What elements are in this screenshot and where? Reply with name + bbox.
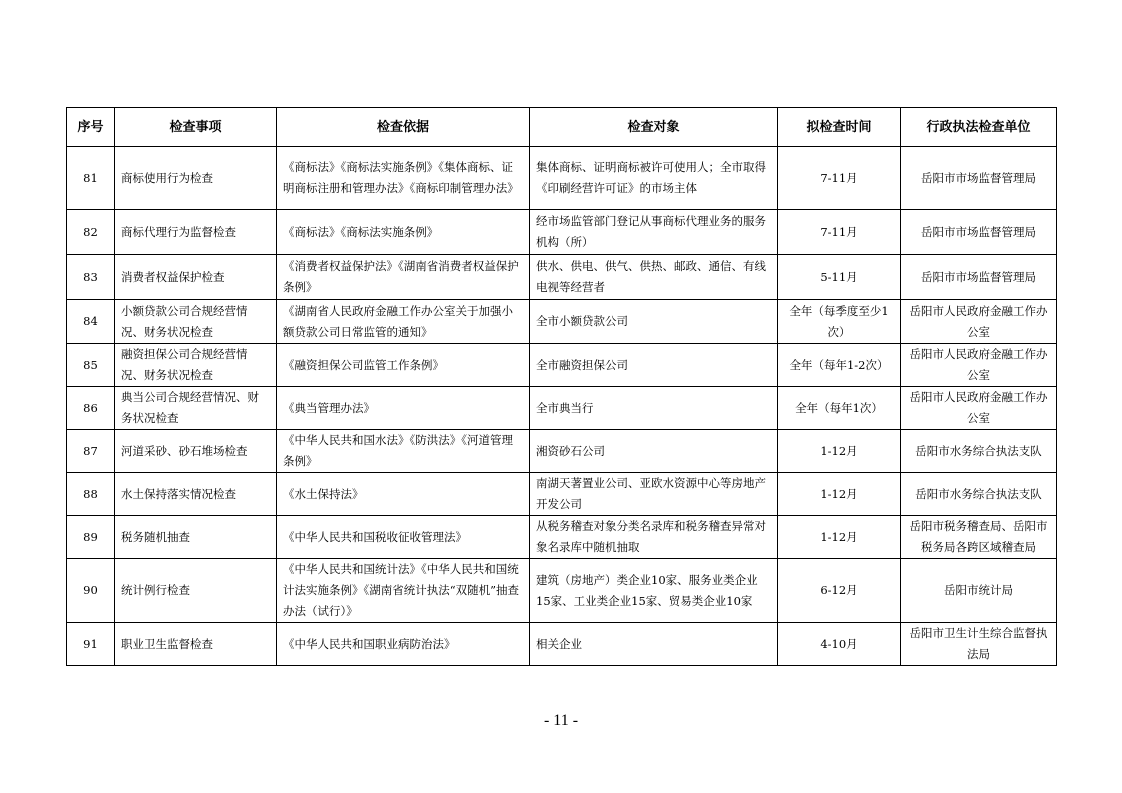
row-item: 商标代理行为监督检查 bbox=[115, 210, 277, 255]
row-basis: 《典当管理办法》 bbox=[277, 387, 530, 430]
row-target: 南湖天著置业公司、亚欧水资源中心等房地产开发公司 bbox=[530, 473, 778, 516]
row-basis: 《融资担保公司监管工作条例》 bbox=[277, 344, 530, 387]
header-basis: 检查依据 bbox=[277, 108, 530, 147]
row-time: 1-12月 bbox=[778, 516, 901, 559]
row-time: 全年（每季度至少1次） bbox=[778, 300, 901, 344]
header-target: 检查对象 bbox=[530, 108, 778, 147]
table-row bbox=[67, 387, 1057, 430]
row-basis: 《中华人民共和国职业病防治法》 bbox=[277, 623, 530, 666]
row-basis: 《湖南省人民政府金融工作办公室关于加强小额贷款公司日常监管的通知》 bbox=[277, 300, 530, 344]
table-row bbox=[67, 473, 1057, 516]
header-item: 检查事项 bbox=[115, 108, 277, 147]
row-time: 1-12月 bbox=[778, 430, 901, 473]
header-no: 序号 bbox=[67, 108, 115, 147]
row-no: 89 bbox=[67, 516, 115, 559]
row-item: 税务随机抽查 bbox=[115, 516, 277, 559]
row-unit: 岳阳市统计局 bbox=[901, 559, 1057, 623]
row-time: 7-11月 bbox=[778, 147, 901, 210]
row-target: 相关企业 bbox=[530, 623, 778, 666]
row-item: 小额贷款公司合规经营情况、财务状况检查 bbox=[115, 300, 277, 344]
row-time: 5-11月 bbox=[778, 255, 901, 300]
row-no: 90 bbox=[67, 559, 115, 623]
row-no: 82 bbox=[67, 210, 115, 255]
row-no: 81 bbox=[67, 147, 115, 210]
row-unit: 岳阳市人民政府金融工作办公室 bbox=[901, 387, 1057, 430]
table-row bbox=[67, 255, 1057, 300]
row-unit: 岳阳市卫生计生综合监督执法局 bbox=[901, 623, 1057, 666]
row-no: 88 bbox=[67, 473, 115, 516]
row-target: 全市小额贷款公司 bbox=[530, 300, 778, 344]
row-item: 商标使用行为检查 bbox=[115, 147, 277, 210]
row-unit: 岳阳市市场监督管理局 bbox=[901, 255, 1057, 300]
table-row bbox=[67, 300, 1057, 344]
row-basis: 《中华人民共和国水法》《防洪法》《河道管理条例》 bbox=[277, 430, 530, 473]
row-no: 83 bbox=[67, 255, 115, 300]
page-number: - 11 - bbox=[543, 712, 579, 729]
row-unit: 岳阳市人民政府金融工作办公室 bbox=[901, 344, 1057, 387]
row-basis: 《商标法》《商标法实施条例》 bbox=[277, 210, 530, 255]
row-target: 从税务稽查对象分类名录库和税务稽查异常对象名录库中随机抽取 bbox=[530, 516, 778, 559]
row-no: 84 bbox=[67, 300, 115, 344]
row-item: 统计例行检查 bbox=[115, 559, 277, 623]
row-target: 供水、供电、供气、供热、邮政、通信、有线电视等经营者 bbox=[530, 255, 778, 300]
row-basis: 《水土保持法》 bbox=[277, 473, 530, 516]
row-item: 融资担保公司合规经营情况、财务状况检查 bbox=[115, 344, 277, 387]
row-item: 河道采砂、砂石堆场检查 bbox=[115, 430, 277, 473]
row-time: 1-12月 bbox=[778, 473, 901, 516]
row-item: 典当公司合规经营情况、财务状况检查 bbox=[115, 387, 277, 430]
row-unit: 岳阳市人民政府金融工作办公室 bbox=[901, 300, 1057, 344]
row-no: 85 bbox=[67, 344, 115, 387]
row-time: 全年（每年1次） bbox=[778, 387, 901, 430]
header-unit: 行政执法检查单位 bbox=[901, 108, 1057, 147]
row-time: 4-10月 bbox=[778, 623, 901, 666]
table-row bbox=[67, 430, 1057, 473]
row-basis: 《消费者权益保护法》《湖南省消费者权益保护条例》 bbox=[277, 255, 530, 300]
inspection-table bbox=[66, 107, 1057, 666]
row-no: 86 bbox=[67, 387, 115, 430]
row-no: 87 bbox=[67, 430, 115, 473]
row-time: 6-12月 bbox=[778, 559, 901, 623]
row-item: 消费者权益保护检查 bbox=[115, 255, 277, 300]
header-time: 拟检查时间 bbox=[778, 108, 901, 147]
table-row bbox=[67, 344, 1057, 387]
row-unit: 岳阳市市场监督管理局 bbox=[901, 210, 1057, 255]
row-unit: 岳阳市水务综合执法支队 bbox=[901, 430, 1057, 473]
row-no: 91 bbox=[67, 623, 115, 666]
row-target: 建筑（房地产）类企业10家、服务业类企业15家、工业类企业15家、贸易类企业10家 bbox=[530, 559, 778, 623]
row-basis: 《商标法》《商标法实施条例》《集体商标、证明商标注册和管理办法》《商标印制管理办法》 bbox=[277, 147, 530, 210]
table-row bbox=[67, 210, 1057, 255]
row-unit: 岳阳市市场监督管理局 bbox=[901, 147, 1057, 210]
row-unit: 岳阳市税务稽查局、岳阳市税务局各跨区域稽查局 bbox=[901, 516, 1057, 559]
row-target: 全市融资担保公司 bbox=[530, 344, 778, 387]
row-basis: 《中华人民共和国税收征收管理法》 bbox=[277, 516, 530, 559]
row-target: 全市典当行 bbox=[530, 387, 778, 430]
row-item: 水土保持落实情况检查 bbox=[115, 473, 277, 516]
table-row bbox=[67, 623, 1057, 666]
table-row bbox=[67, 147, 1057, 210]
row-time: 7-11月 bbox=[778, 210, 901, 255]
table-row bbox=[67, 516, 1057, 559]
row-unit: 岳阳市水务综合执法支队 bbox=[901, 473, 1057, 516]
row-item: 职业卫生监督检查 bbox=[115, 623, 277, 666]
table-header-row bbox=[67, 108, 1057, 147]
row-basis: 《中华人民共和国统计法》《中华人民共和国统计法实施条例》《湖南省统计执法“双随机”抽查办法（试行）》 bbox=[277, 559, 530, 623]
row-time: 全年（每年1-2次） bbox=[778, 344, 901, 387]
table-row bbox=[67, 559, 1057, 623]
row-target: 湘资砂石公司 bbox=[530, 430, 778, 473]
row-target: 经市场监管部门登记从事商标代理业务的服务机构（所） bbox=[530, 210, 778, 255]
row-target: 集体商标、证明商标被许可使用人；全市取得《印刷经营许可证》的市场主体 bbox=[530, 147, 778, 210]
